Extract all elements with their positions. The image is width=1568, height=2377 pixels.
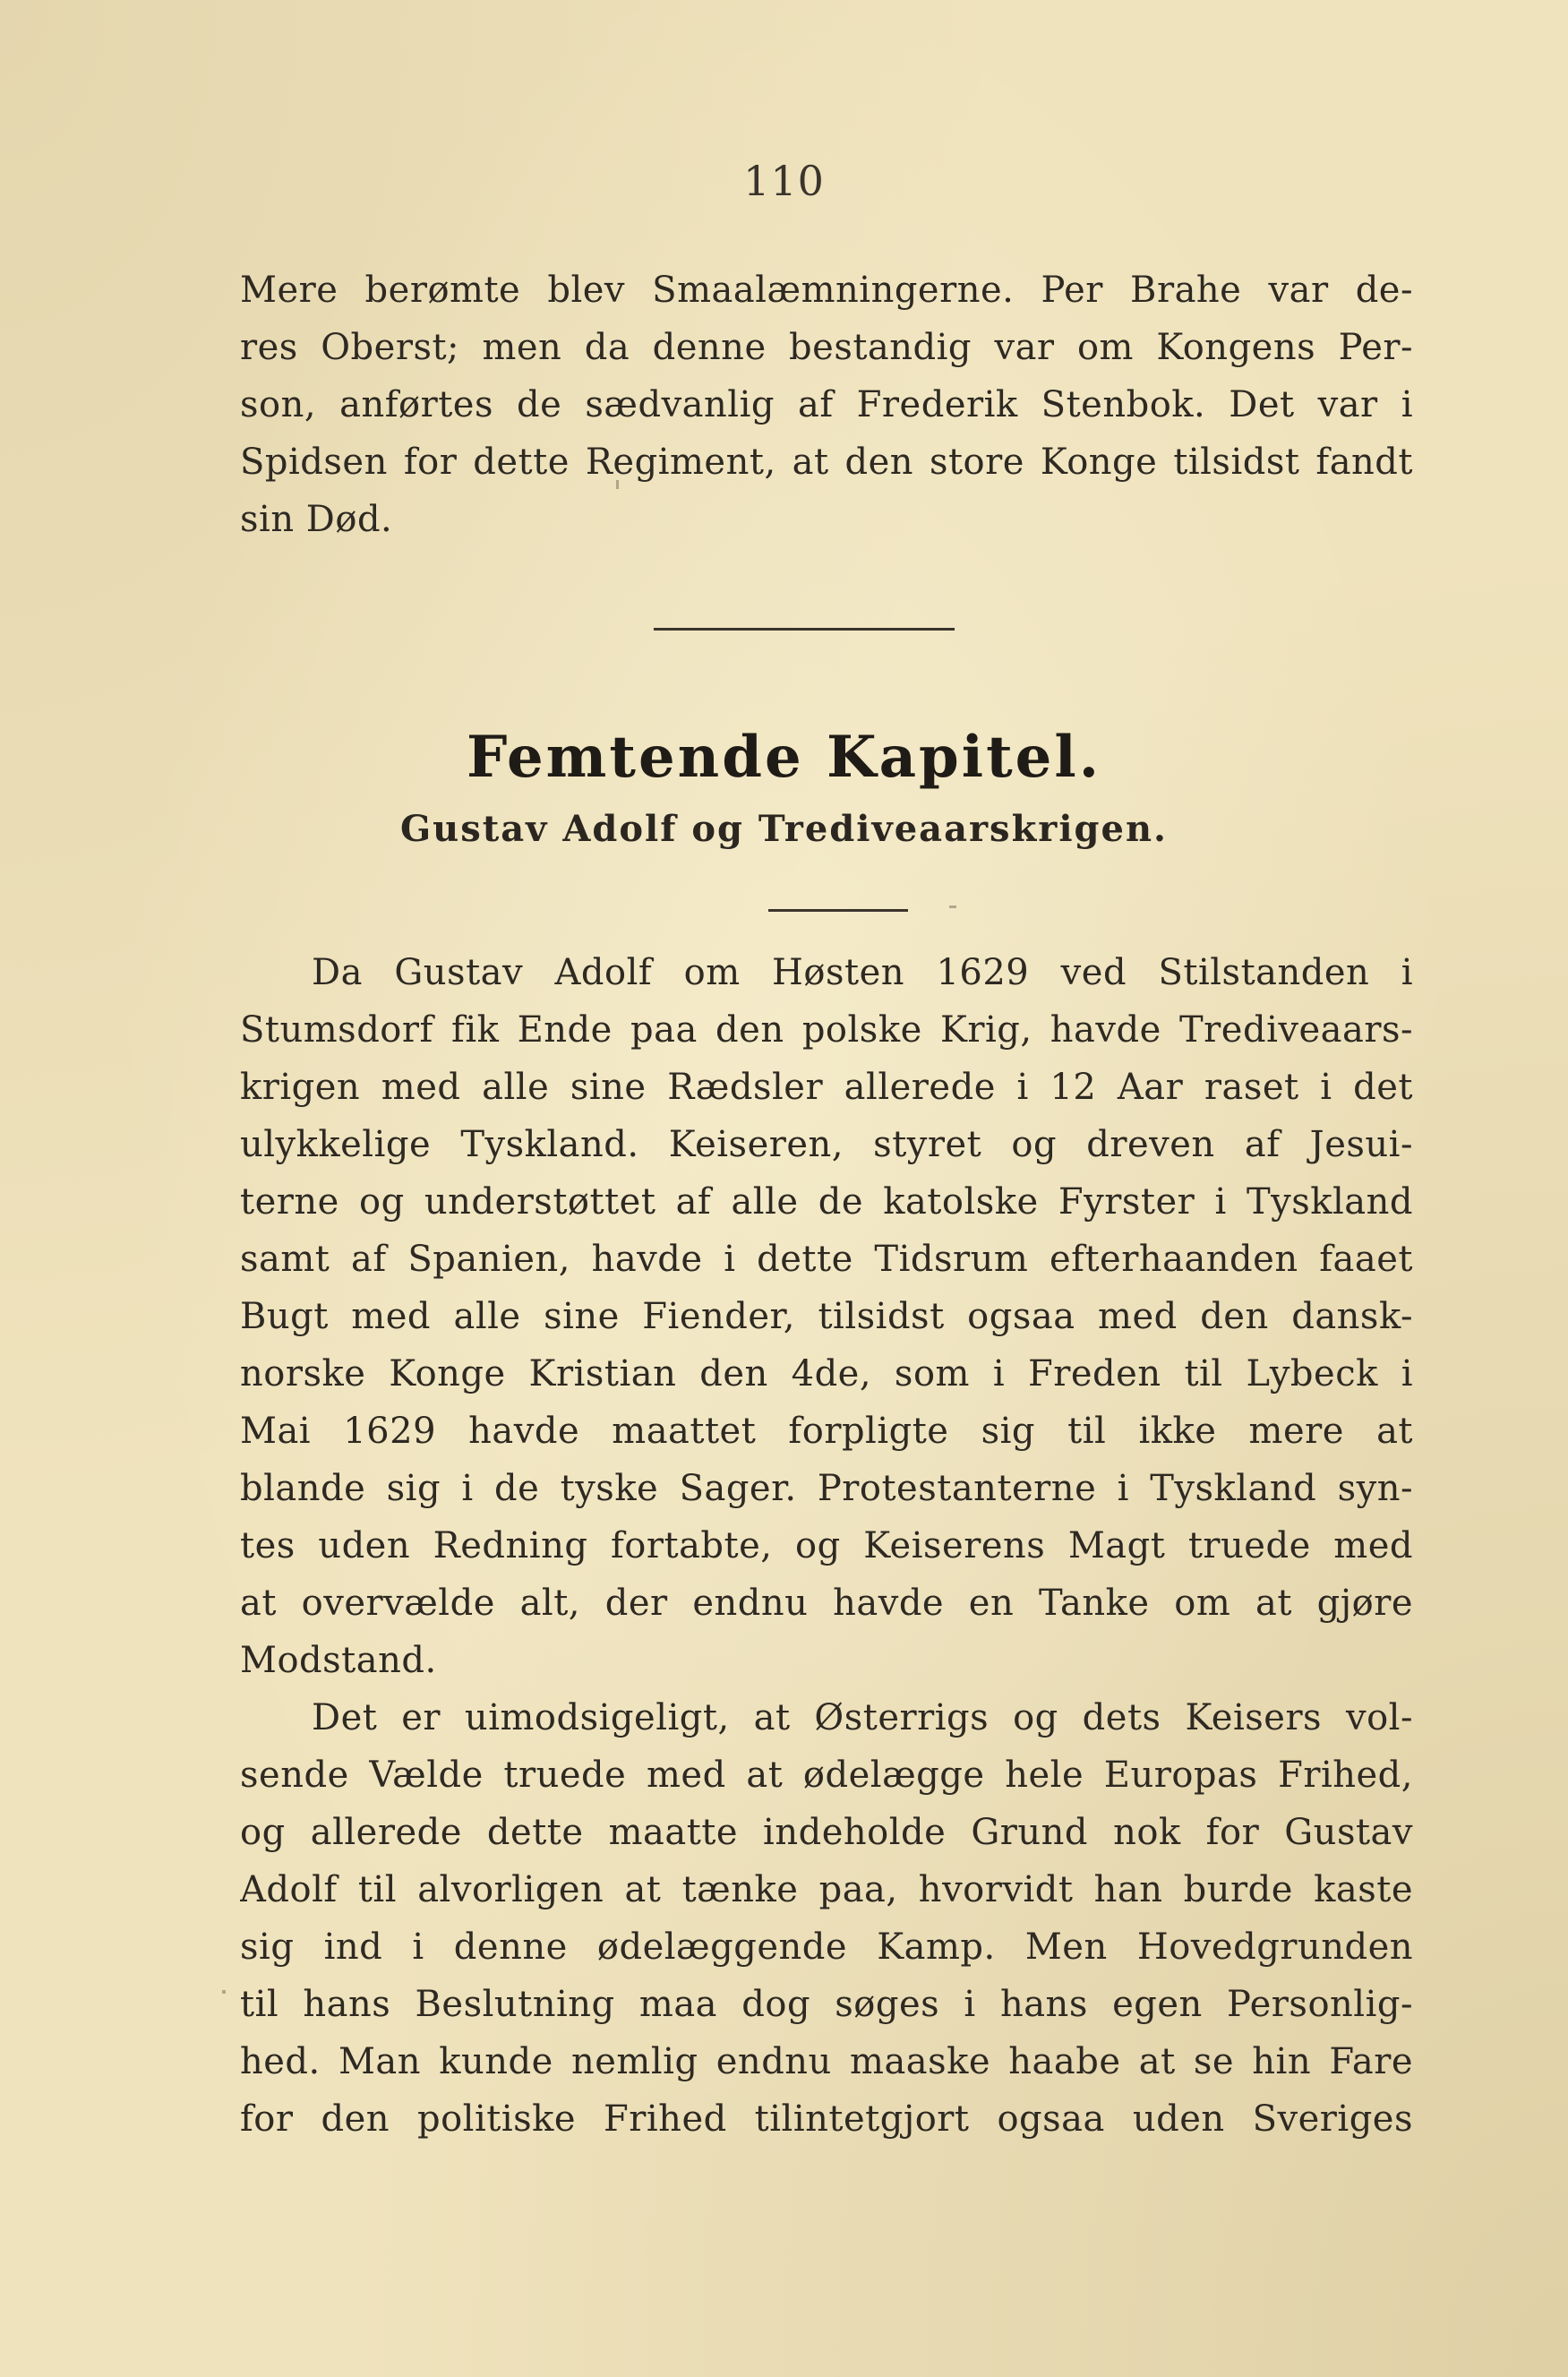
text-line: for den politiske Frihed tilintetgjort ogsaa uden Sveriges	[240, 2098, 1413, 2140]
text-line: Mai 1629 havde maattet forpligte sig til ikke mere at	[240, 1411, 1413, 1452]
text-line: sig ind i denne ødelæggende Kamp. Men Hovedgrunden	[240, 1926, 1413, 1968]
chapter-title: Femtende Kapitel.	[467, 724, 1101, 791]
section-divider	[654, 628, 955, 631]
title-divider	[768, 909, 908, 912]
ink-speck	[616, 480, 619, 489]
text-line: Stumsdorf fik Ende paa den polske Krig, havde Trediveaars-	[240, 1009, 1413, 1051]
text-line: hed. Man kunde nemlig endnu maaske haabe at se hin Fare	[240, 2041, 1413, 2082]
ink-speck	[222, 1990, 226, 1994]
ink-speck	[949, 905, 956, 908]
text-line: res Oberst; men da denne bestandig var om Kongens Per-	[240, 327, 1413, 368]
text-line: at overvælde alt, der endnu havde en Tanke om at gjøre	[240, 1583, 1413, 1624]
text-line: til hans Beslutning maa dog søges i hans egen Personlig-	[240, 1984, 1413, 2025]
text-line: Mere berømte blev Smaalæmningerne. Per Brahe var de-	[240, 270, 1413, 311]
text-line: ulykkelige Tyskland. Keiseren, styret og dreven af Jesui-	[240, 1124, 1413, 1165]
text-line: krigen med alle sine Rædsler allerede i 12 Aar raset i det	[240, 1067, 1413, 1108]
text-line: samt af Spanien, havde i dette Tidsrum efterhaanden faaet	[240, 1239, 1413, 1280]
text-line: Spidsen for dette Regiment, at den store Konge tilsidst fandt	[240, 442, 1413, 483]
text-line: sende Vælde truede med at ødelægge hele Europas Frihed,	[240, 1755, 1413, 1796]
text-line: terne og understøttet af alle de katolske Fyrster i Tyskland	[240, 1181, 1413, 1223]
text-line: Modstand.	[240, 1640, 437, 1681]
page-number: 110	[743, 157, 825, 205]
text-line: Da Gustav Adolf om Høsten 1629 ved Stilstanden i	[312, 952, 1413, 993]
text-line: norske Konge Kristian den 4de, som i Freden til Lybeck i	[240, 1353, 1413, 1394]
text-line: blande sig i de tyske Sager. Protestanterne i Tyskland syn-	[240, 1468, 1413, 1509]
text-line: son, anførtes de sædvanlig af Frederik Stenbok. Det var i	[240, 384, 1413, 425]
text-line: Adolf til alvorligen at tænke paa, hvorvidt han burde kaste	[240, 1869, 1413, 1910]
text-line: Det er uimodsigeligt, at Østerrigs og dets Keisers vol-	[312, 1697, 1413, 1738]
text-line: sin Død.	[240, 499, 393, 540]
text-line: Bugt med alle sine Fiender, tilsidst ogsaa med den dansk-	[240, 1296, 1413, 1337]
text-line: tes uden Redning fortabte, og Keiserens Magt truede med	[240, 1525, 1413, 1566]
chapter-subtitle: Gustav Adolf og Trediveaarskrigen.	[400, 808, 1168, 850]
text-line: og allerede dette maatte indeholde Grund nok for Gustav	[240, 1812, 1413, 1853]
